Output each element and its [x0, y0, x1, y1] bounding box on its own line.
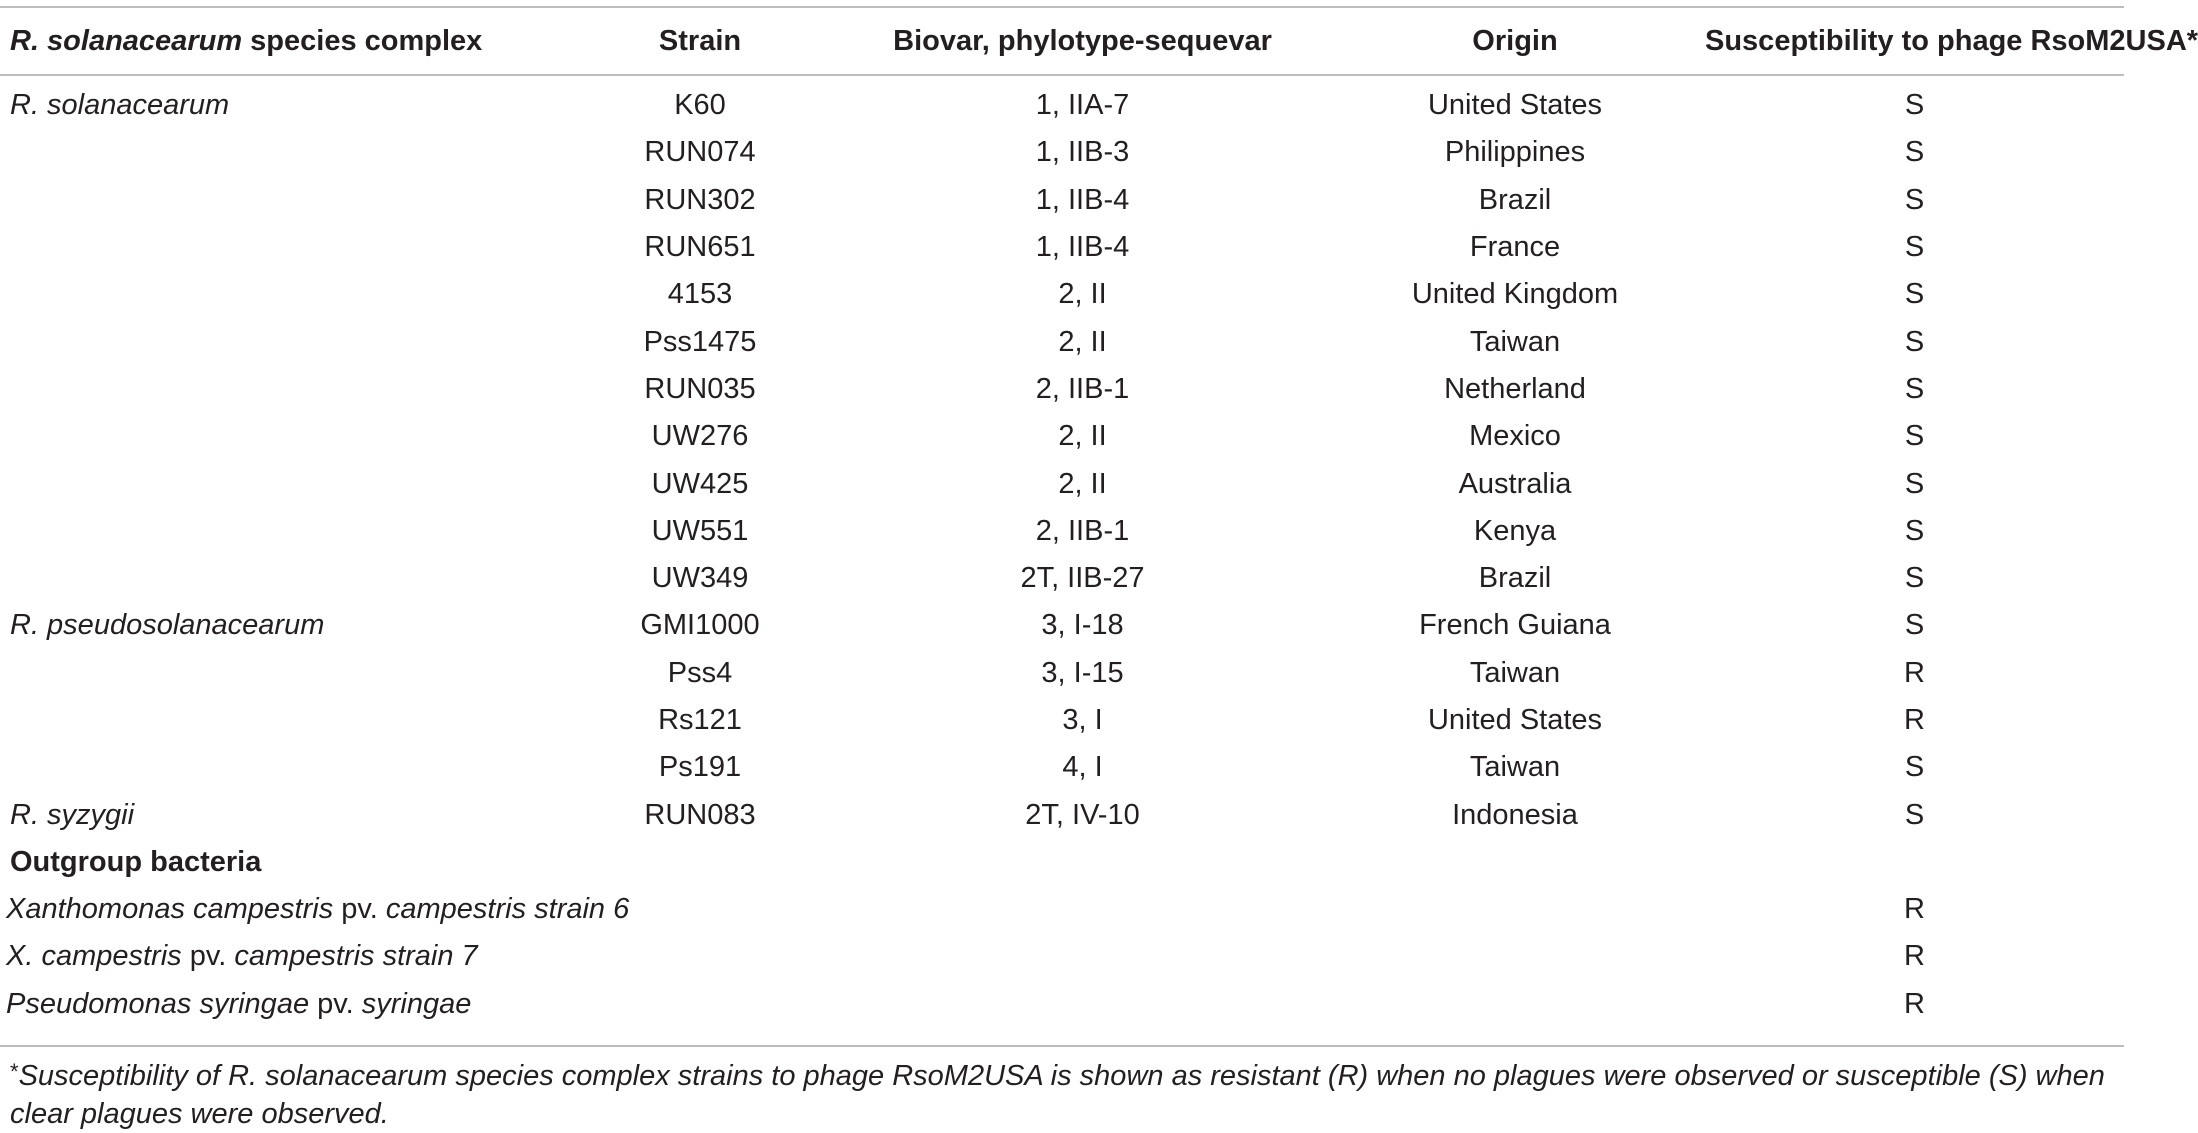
- outgroup-row: [0, 886, 2124, 933]
- strain-cell: K60: [674, 89, 726, 122]
- outgroup-row: [0, 981, 2124, 1028]
- strain-cell: 4153: [667, 278, 733, 311]
- strain-cell: UW349: [651, 562, 749, 595]
- strain-cell: RUN074: [644, 136, 756, 169]
- table-row: [0, 744, 2124, 791]
- bottom-rule: [0, 1045, 2124, 1047]
- table-row: [0, 602, 2124, 649]
- species-cell: [0, 366, 560, 413]
- origin-cell: Taiwan: [1469, 751, 1561, 784]
- biovar-cell: 3, I-18: [1041, 609, 1124, 642]
- species-cell: [0, 318, 560, 365]
- species-cell: [0, 177, 560, 224]
- susceptibility-cell: S: [1904, 609, 1925, 642]
- outgroup-row: [0, 933, 2124, 980]
- strain-cell: RUN083: [644, 798, 756, 831]
- origin-cell: Australia: [1458, 467, 1572, 500]
- strain-cell: Pss4: [667, 656, 733, 689]
- header-row: [0, 8, 2124, 74]
- susceptibility-cell: R: [1904, 893, 1925, 926]
- strain-cell: UW276: [651, 420, 749, 453]
- susceptibility-cell: S: [1904, 467, 1925, 500]
- strain-table: [0, 8, 2198, 1028]
- origin-cell: Netherland: [1444, 372, 1586, 405]
- table-row: [0, 460, 2124, 507]
- biovar-cell: 1, IIB-4: [1035, 183, 1130, 216]
- susceptibility-cell: R: [1904, 987, 1925, 1020]
- strain-cell: UW551: [651, 514, 749, 547]
- biovar-cell: 2, II: [1058, 420, 1107, 453]
- strain-cell: RUN302: [644, 183, 756, 216]
- species-cell: [0, 460, 560, 507]
- table-row: [0, 177, 2124, 224]
- susceptibility-cell: S: [1904, 798, 1925, 831]
- table-footnote: *Susceptibility of R. solanacearum species complex strains to phage RsoM2USA is shown as resistant (R) when no plagues were observed or susceptible (S) when clear plagues were observed.: [10, 1059, 2105, 1130]
- species-cell: [0, 697, 560, 744]
- table-row: [0, 555, 2124, 602]
- susceptibility-cell: S: [1904, 183, 1925, 216]
- species-cell: [0, 508, 560, 555]
- biovar-cell: 1, IIB-3: [1035, 136, 1130, 169]
- table-row: [0, 271, 2124, 318]
- susceptibility-cell: S: [1904, 751, 1925, 784]
- species-cell: [0, 271, 560, 318]
- origin-cell: United States: [1427, 704, 1603, 736]
- susceptibility-cell: S: [1904, 89, 1925, 122]
- species-cell: [0, 744, 560, 791]
- origin-cell: Indonesia: [1452, 798, 1578, 831]
- origin-cell: Taiwan: [1469, 325, 1561, 358]
- origin-cell: Taiwan: [1469, 656, 1561, 689]
- origin-cell: United States: [1427, 89, 1603, 122]
- outgroup-name-cell: X. campestris pv. campestris strain 7: [6, 940, 478, 973]
- species-cell: [0, 129, 560, 176]
- table-row: [0, 224, 2124, 271]
- outgroup-heading: Outgroup bacteria: [10, 845, 262, 878]
- biovar-cell: 1, IIA-7: [1035, 89, 1130, 122]
- susceptibility-cell: S: [1904, 231, 1925, 264]
- table-row: [0, 366, 2124, 413]
- species-cell: [0, 413, 560, 460]
- header-susceptibility: Susceptibility to phage RsoM2USA*: [1705, 24, 2198, 57]
- strain-cell: UW425: [651, 467, 749, 500]
- origin-cell: French Guiana: [1419, 609, 1611, 642]
- header-origin: Origin: [1472, 24, 1558, 57]
- strain-cell: RUN651: [644, 231, 756, 264]
- table-row: [0, 74, 2124, 129]
- table-row: [0, 650, 2124, 697]
- header-biovar: Biovar, phylotype-sequevar: [893, 24, 1272, 57]
- origin-cell: United Kingdom: [1411, 278, 1619, 311]
- table-row: [0, 791, 2124, 838]
- susceptibility-cell: S: [1904, 278, 1925, 311]
- biovar-cell: 2, II: [1058, 467, 1107, 500]
- table-row: [0, 318, 2124, 365]
- origin-cell: Brazil: [1478, 562, 1552, 595]
- outgroup-heading-row: [0, 839, 2124, 886]
- origin-cell: Brazil: [1478, 183, 1552, 216]
- biovar-cell: 2, IIB-1: [1035, 372, 1130, 405]
- species-cell: R. solanacearum: [10, 89, 230, 122]
- biovar-cell: 2, II: [1058, 278, 1107, 311]
- biovar-cell: 3, I-15: [1041, 656, 1124, 689]
- table-row: [0, 508, 2124, 555]
- biovar-cell: 2T, IIB-27: [1020, 562, 1145, 595]
- susceptibility-cell: R: [1904, 940, 1925, 973]
- susceptibility-cell: S: [1904, 562, 1925, 595]
- outgroup-name-cell: Xanthomonas campestris pv. campestris strain 6: [6, 893, 630, 926]
- origin-cell: Mexico: [1469, 420, 1561, 453]
- species-cell: [0, 555, 560, 602]
- susceptibility-cell: S: [1904, 420, 1925, 453]
- susceptibility-cell: S: [1904, 372, 1925, 405]
- outgroup-name-cell: Pseudomonas syringae pv. syringae: [6, 987, 472, 1020]
- table-row: [0, 413, 2124, 460]
- table-row: [0, 129, 2124, 176]
- origin-cell: Kenya: [1473, 514, 1557, 547]
- susceptibility-cell: S: [1904, 514, 1925, 547]
- biovar-cell: 2, II: [1058, 325, 1107, 358]
- susceptibility-cell: R: [1904, 656, 1925, 689]
- header-species-complex: R. solanacearum species complex: [10, 24, 483, 57]
- species-cell: [0, 224, 560, 271]
- biovar-cell: 4, I: [1062, 751, 1103, 784]
- biovar-cell: 3, I: [1062, 704, 1103, 736]
- biovar-cell: 2, IIB-1: [1035, 514, 1130, 547]
- species-cell: R. pseudosolanacearum: [10, 609, 325, 642]
- strain-cell: GMI1000: [640, 609, 760, 642]
- species-cell: [0, 650, 560, 697]
- table-body: [0, 74, 2124, 1028]
- biovar-cell: 2T, IV-10: [1025, 798, 1140, 831]
- origin-cell: Philippines: [1444, 136, 1586, 169]
- susceptibility-cell: S: [1904, 136, 1925, 169]
- header-strain: Strain: [658, 24, 742, 57]
- strain-cell: RUN035: [644, 372, 756, 405]
- susceptibility-cell: S: [1904, 325, 1925, 358]
- origin-cell: France: [1469, 231, 1561, 264]
- susceptibility-cell: R: [1904, 704, 1925, 736]
- strain-cell: Ps191: [658, 751, 742, 784]
- species-cell: R. syzygii: [10, 798, 135, 831]
- strain-cell: Rs121: [658, 704, 742, 736]
- biovar-cell: 1, IIB-4: [1035, 231, 1130, 264]
- strain-cell: Pss1475: [643, 325, 757, 358]
- table-row: [0, 697, 2124, 744]
